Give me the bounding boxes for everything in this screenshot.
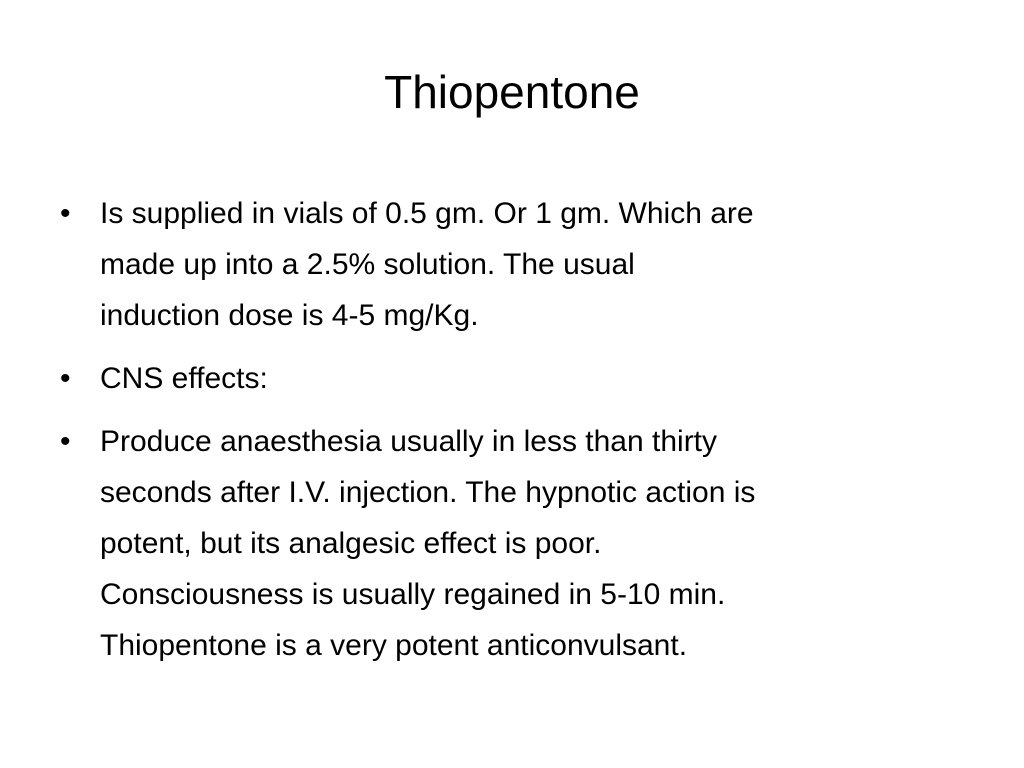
bullet-marker-icon: • xyxy=(60,197,71,230)
bullet-item-supply xyxy=(56,188,966,341)
bullet-item-anaesthesia xyxy=(56,416,966,671)
slide-title: Thiopentone xyxy=(384,66,640,118)
bullet-text: Is supplied in vials of 0.5 gm. Or 1 gm. Which are made up into a 2.5% solution. The usual induction dose is 4-5 mg/Kg. xyxy=(100,197,754,332)
bullet-item-cns-effects xyxy=(56,353,966,404)
bullet-marker-icon: • xyxy=(60,362,71,395)
bullet-text: CNS effects: xyxy=(100,362,268,395)
bullet-list xyxy=(56,188,966,683)
bullet-text: Produce anaesthesia usually in less than thirty seconds after I.V. injection. The hypnotic action is potent, but its analgesic effect is poor. Consciousness is usually regained in 5-10 min. Thiopentone is a very potent anticonvulsant. xyxy=(100,425,756,662)
bullet-marker-icon: • xyxy=(60,425,71,458)
